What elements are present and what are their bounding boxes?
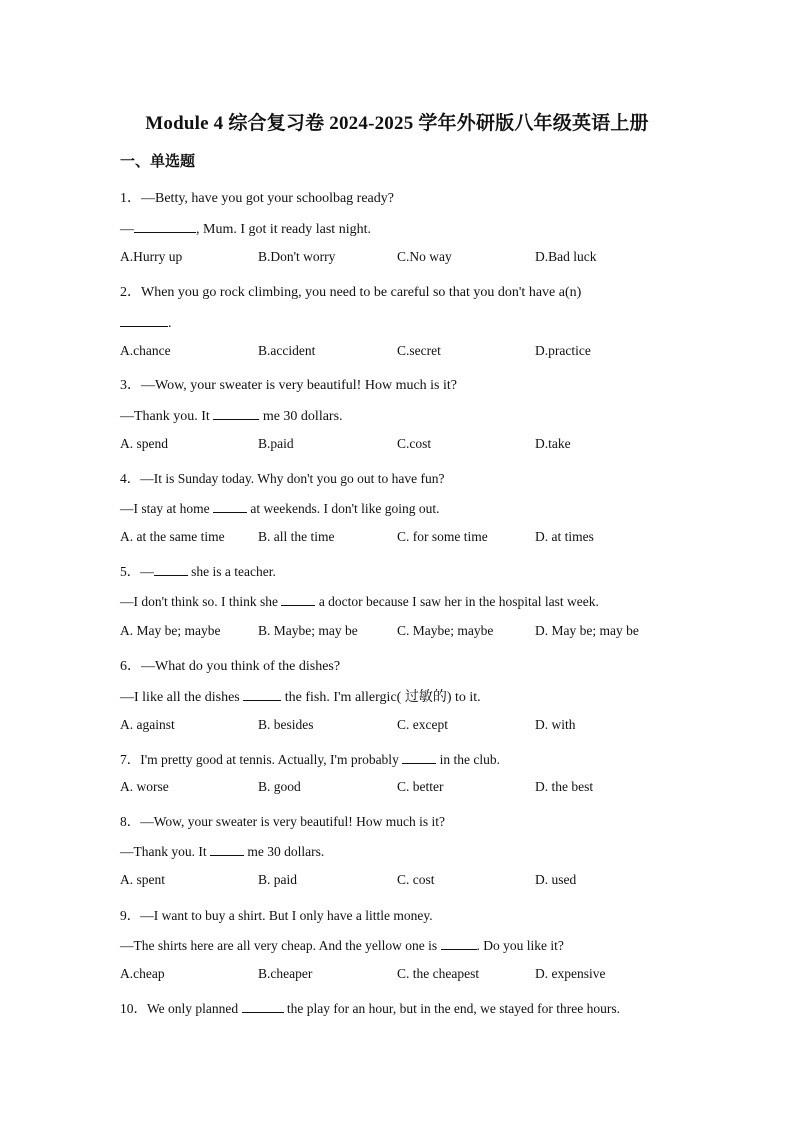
option-c[interactable]: C. the cheapest	[397, 966, 480, 981]
question-6-suffix: the fish. I'm allergic( 过敏的) to it.	[281, 690, 481, 705]
question-1-line2	[120, 218, 371, 238]
option-a[interactable]: A.chance	[120, 343, 171, 358]
question-5-suffix: a doctor because I saw her in the hospital last week.	[315, 594, 599, 609]
question-10-stem-prefix: 10．We only planned	[120, 1001, 242, 1016]
question-8-options	[120, 872, 680, 892]
option-a[interactable]: A.cheap	[120, 966, 165, 981]
question-3-options	[120, 436, 680, 456]
question-4-options	[120, 529, 680, 549]
question-10-stem	[120, 997, 620, 1017]
option-b[interactable]: B. good	[258, 779, 301, 794]
question-5-line2	[120, 591, 599, 610]
option-a[interactable]: A. spend	[120, 436, 168, 451]
option-b[interactable]: B.cheaper	[258, 966, 313, 981]
question-8-suffix: me 30 dollars.	[244, 844, 325, 859]
question-2-suffix: .	[168, 316, 172, 331]
option-c[interactable]: C.secret	[397, 343, 441, 358]
question-5-stem	[120, 560, 276, 580]
question-8-stem: 8．—Wow, your sweater is very beautiful! How much is it?	[120, 814, 445, 829]
question-8-line2	[120, 841, 324, 860]
answer-blank	[441, 935, 477, 950]
question-1-options	[120, 249, 680, 269]
question-9-suffix: . Do you like it?	[476, 938, 564, 953]
question-6-prefix: —I like all the dishes	[120, 690, 244, 705]
question-9-line2	[120, 935, 564, 954]
question-3-stem: 3．—Wow, your sweater is very beautiful! How much is it?	[120, 378, 457, 393]
option-b[interactable]: B.accident	[258, 343, 316, 358]
option-b[interactable]: B.paid	[258, 436, 294, 451]
answer-blank	[154, 561, 188, 576]
answer-blank	[402, 749, 436, 764]
option-c[interactable]: C.cost	[397, 436, 432, 451]
answer-blank	[134, 218, 196, 233]
question-1-stem: 1．—Betty, have you got your schoolbag ready?	[120, 191, 394, 206]
answer-blank	[242, 998, 284, 1013]
question-6-line2	[120, 686, 481, 706]
question-7-stem-prefix: 7．I'm pretty good at tennis. Actually, I'm probably	[120, 752, 403, 767]
answer-blank	[120, 312, 168, 327]
option-c[interactable]: C.No way	[397, 249, 452, 264]
question-9-prefix: —The shirts here are all very cheap. And the yellow one is	[120, 938, 441, 953]
option-b[interactable]: B.Don't worry	[258, 249, 336, 264]
question-2-line2	[120, 312, 172, 332]
option-c[interactable]: C. Maybe; maybe	[397, 623, 494, 638]
question-6-options	[120, 717, 680, 737]
option-d[interactable]: D. with	[535, 717, 576, 732]
option-a[interactable]: A. May be; maybe	[120, 623, 221, 638]
question-4-stem: 4．—It is Sunday today. Why don't you go out to have fun?	[120, 471, 445, 486]
option-d[interactable]: D.practice	[535, 343, 591, 358]
option-d[interactable]: D. expensive	[535, 966, 606, 981]
option-b[interactable]: B. Maybe; may be	[258, 623, 358, 638]
option-a[interactable]: A. at the same time	[120, 529, 225, 544]
answer-blank	[281, 591, 315, 606]
option-d[interactable]: D. used	[535, 872, 577, 887]
question-3-prefix: —Thank you. It	[120, 409, 214, 424]
option-d[interactable]: D.take	[535, 436, 571, 451]
question-4-line2	[120, 498, 440, 517]
answer-blank	[210, 841, 244, 856]
question-1-prefix: —	[120, 222, 134, 237]
question-10-stem-suffix: the play for an hour, but in the end, we stayed for three hours.	[283, 1001, 621, 1016]
option-d[interactable]: D. at times	[535, 529, 594, 544]
question-2-stem: 2．When you go rock climbing, you need to be careful so that you don't have a(n)	[120, 285, 582, 300]
question-5-stem-prefix: 5．—	[120, 564, 154, 579]
option-c[interactable]: C. better	[397, 779, 444, 794]
question-9-stem: 9．—I want to buy a shirt. But I only have a little money.	[120, 908, 433, 923]
question-4-prefix: —I stay at home	[120, 501, 213, 516]
question-7-stem-suffix: in the club.	[436, 752, 500, 767]
option-c[interactable]: C. cost	[397, 872, 435, 887]
option-c[interactable]: C. except	[397, 717, 448, 732]
question-5-options	[120, 623, 680, 643]
answer-blank	[213, 405, 259, 420]
option-b[interactable]: B. besides	[258, 717, 314, 732]
question-5-prefix: —I don't think so. I think she	[120, 594, 282, 609]
option-a[interactable]: A. worse	[120, 779, 169, 794]
answer-blank	[213, 498, 247, 513]
option-c[interactable]: C. for some time	[397, 529, 488, 544]
question-7-options	[120, 779, 680, 799]
section-heading: 一、单选题	[120, 152, 196, 170]
option-a[interactable]: A.Hurry up	[120, 249, 183, 264]
option-d[interactable]: D. May be; may be	[535, 623, 639, 638]
question-3-line2	[120, 405, 343, 425]
question-3-suffix: me 30 dollars.	[259, 409, 343, 424]
question-2-options	[120, 343, 680, 363]
question-1-suffix: , Mum. I got it ready last night.	[196, 222, 371, 237]
option-d[interactable]: D.Bad luck	[535, 249, 597, 264]
question-4-suffix: at weekends. I don't like going out.	[246, 501, 440, 516]
option-a[interactable]: A. against	[120, 717, 175, 732]
option-a[interactable]: A. spent	[120, 872, 165, 887]
question-5-stem-suffix: she is a teacher.	[187, 564, 276, 579]
page-title: Module 4 综合复习卷 2024-2025 学年外研版八年级英语上册	[145, 113, 649, 134]
option-b[interactable]: B. paid	[258, 872, 297, 887]
question-7-stem	[120, 748, 500, 768]
answer-blank	[243, 686, 281, 701]
option-b[interactable]: B. all the time	[258, 529, 335, 544]
option-d[interactable]: D. the best	[535, 779, 594, 794]
question-6-stem: 6．—What do you think of the dishes?	[120, 659, 341, 674]
question-8-prefix: —Thank you. It	[120, 844, 210, 859]
question-9-options	[120, 966, 680, 986]
